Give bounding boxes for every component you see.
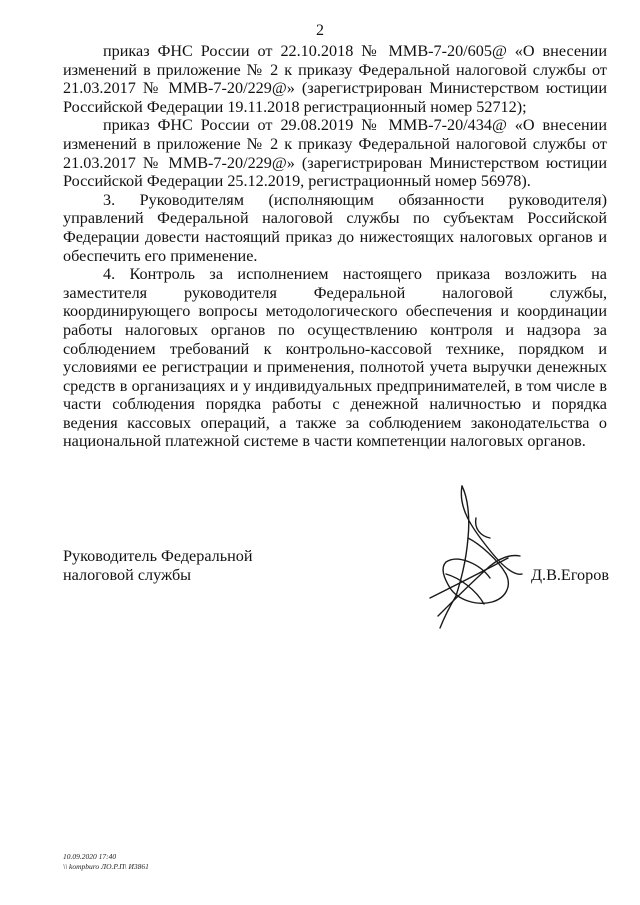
handwritten-signature <box>410 478 540 638</box>
footer-reference: \\ kompburo ЛО.Р.П\ И3861 <box>63 862 149 871</box>
paragraph: 4. Контроль за исполнением настоящего приказа возложить на заместителя руководителя Федеральной налоговой службы, координирующего вопросы методологического обеспечения и координации работы налоговых органов по осуществлению контроля и надзора за соблюдением требований к контрольно-кассовой технике, порядком и условиями ее регистрации и применения, полнотой учета выручки денежных средств в организациях и у индивидуальных предпринимателей, в том числе в части соблюдения порядка работы с денежной наличностью и порядка ведения кассовых операций, а также за соблюдением законодательства о национальной платежной системе в части компетенции налоговых органов. <box>63 265 607 451</box>
signatory-title-line: налоговой службы <box>63 566 192 584</box>
signatory-title-line: Руководитель Федеральной <box>63 547 253 565</box>
paragraph: приказ ФНС России от 22.10.2018 № ММВ-7-20/605@ «О внесении изменений в приложение № 2 к приказу Федеральной налоговой службы от 21.03.2017 № ММВ-7-20/229@» (зарегистрирован Министерством юстиции Российской Федерации 19.11.2018 регистрационный номер 52712); <box>63 42 607 116</box>
footer-timestamp: 10.09.2020 17:40 <box>63 852 117 861</box>
paragraph: 3. Руководителям (исполняющим обязанности руководителя) управлений Федеральной налоговой службы по субъектам Российской Федерации довести настоящий приказ до нижестоящих налоговых органов и обеспечить его применение. <box>63 190 607 265</box>
signatory-name: Д.В.Егоров <box>531 566 609 584</box>
page-number: 2 <box>316 22 324 39</box>
document-body <box>63 42 607 451</box>
signatory-title <box>63 547 253 585</box>
document-footer <box>63 852 149 872</box>
paragraph: приказ ФНС России от 29.08.2019 № ММВ-7-20/434@ «О внесении изменений в приложение № 2 к приказу Федеральной налоговой службы от 21.03.2017 № ММВ-7-20/229@» (зарегистрирован Министерством юстиции Российской Федерации 25.12.2019, регистрационный номер 56978). <box>63 116 607 191</box>
